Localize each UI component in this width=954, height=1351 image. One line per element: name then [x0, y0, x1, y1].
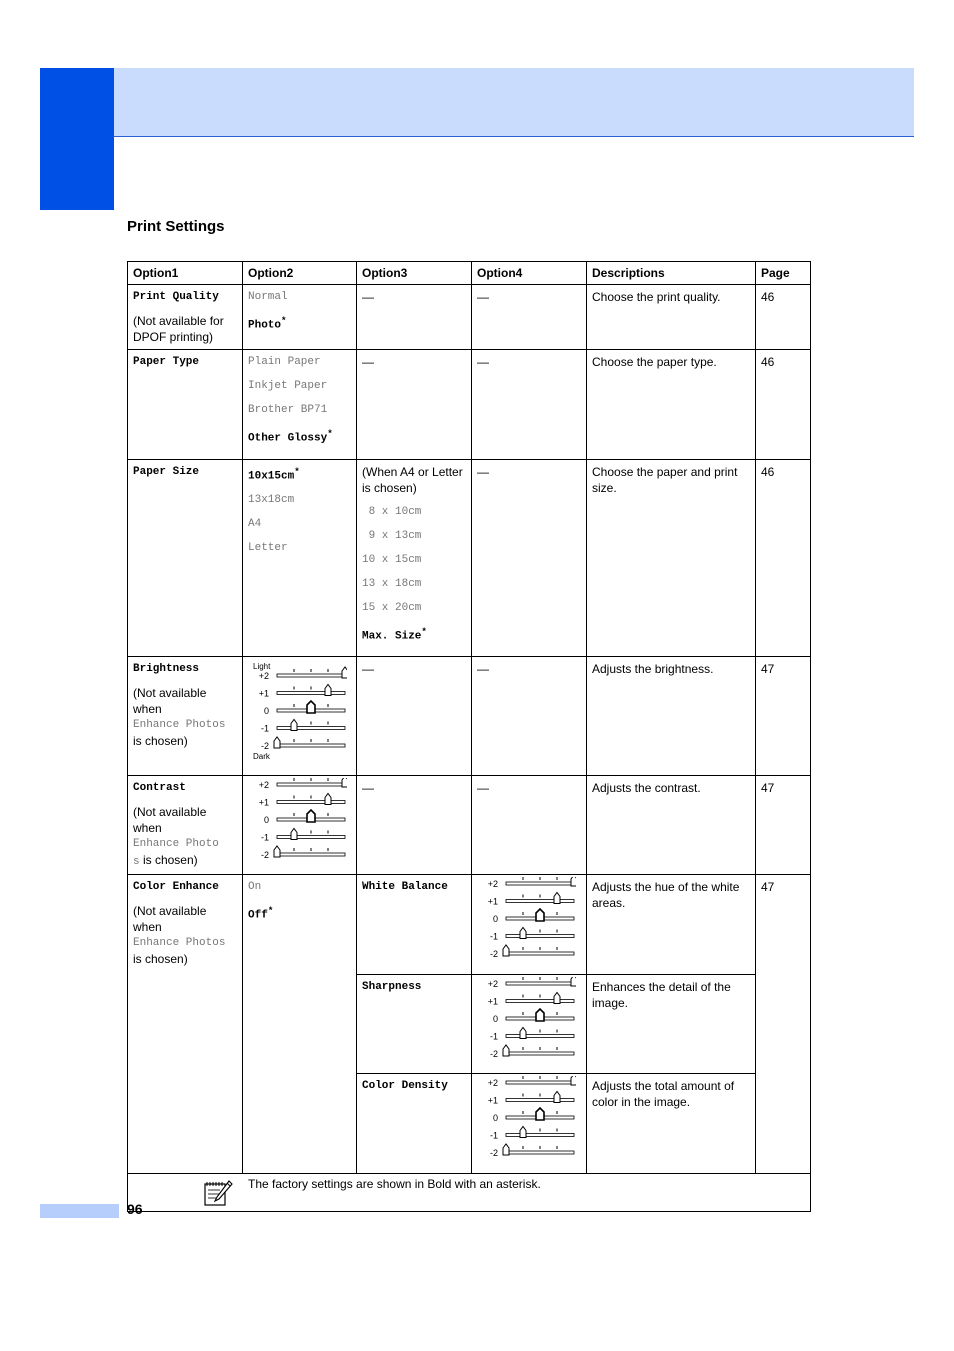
- slider-level-label: -2: [489, 1148, 498, 1159]
- note-row: [128, 1174, 811, 1212]
- option1-label: Brightness: [133, 663, 200, 676]
- slider-level-label: -1: [489, 1031, 498, 1042]
- slider-knob: [325, 685, 331, 696]
- header-option2: Option2: [243, 262, 357, 285]
- slider-level-label: -1: [489, 1130, 498, 1141]
- slider-knob: [307, 810, 315, 822]
- slider-level-label: 0: [492, 914, 498, 925]
- option1-label: Print Quality: [133, 291, 219, 303]
- option3-value: 10 x 15cm: [362, 553, 422, 566]
- slider-level-label: 0: [263, 706, 269, 717]
- slider-level-label: +1: [487, 896, 498, 907]
- slider-level-label: +2: [487, 879, 498, 890]
- header-option4: Option4: [472, 262, 587, 285]
- slider-knob: [342, 667, 347, 678]
- slider-track: [277, 727, 345, 730]
- header-page: Page: [756, 262, 811, 285]
- footer-bar: [40, 1204, 119, 1218]
- slider-label-bottom: Dark: [253, 752, 270, 762]
- slider-track: [506, 952, 574, 955]
- option1-note-mono: Enhance Photos: [133, 937, 226, 950]
- option1-note-suffix: is chosen): [133, 952, 188, 967]
- option1-note-mono: Enhance Photos: [133, 719, 226, 732]
- option2-value: Normal: [248, 291, 288, 303]
- option1-note-suffix: s is chosen): [133, 853, 198, 869]
- description: Adjusts the brightness.: [587, 657, 756, 776]
- slider-track: [506, 1035, 574, 1038]
- chapter-marker: [40, 68, 114, 210]
- option1-note: (Not available when: [133, 805, 207, 836]
- slider-level-label: -1: [260, 832, 269, 843]
- option2-value: Brother BP71: [248, 404, 328, 416]
- option4-value: —: [472, 459, 587, 657]
- option3-value: —: [357, 350, 472, 460]
- option2-value-default: Other Glossy*: [248, 428, 333, 445]
- slider-level-label: -2: [260, 850, 269, 861]
- option3-value-default: Max. Size*: [362, 625, 427, 643]
- slider-knob: [325, 794, 331, 805]
- slider-level-label: +1: [258, 797, 269, 808]
- option1-note: (Not available when: [133, 904, 207, 935]
- slider-track: [277, 836, 345, 839]
- option2-value-default: Off*: [248, 905, 274, 922]
- slider-level-label: +1: [487, 1095, 498, 1106]
- slider-level-label: +1: [258, 688, 269, 699]
- header-band: [114, 68, 914, 137]
- slider-level-label: +2: [258, 780, 269, 791]
- slider-knob: [554, 893, 560, 904]
- option3-value: 8 x 10cm: [362, 505, 422, 518]
- table-row: [128, 459, 811, 657]
- header-option3: Option3: [357, 262, 472, 285]
- slider-track: [506, 982, 574, 985]
- slider-knob: [520, 1028, 526, 1039]
- slider-knob: [554, 1092, 560, 1103]
- option4-value: —: [472, 776, 587, 875]
- slider-track: [277, 853, 345, 856]
- slider-track: [277, 692, 345, 695]
- option3-value: Sharpness: [362, 981, 422, 994]
- slider-track: [506, 1081, 574, 1084]
- slider-level-label: +2: [258, 671, 269, 682]
- option3-value: White Balance: [362, 881, 448, 894]
- print-settings-table: [127, 261, 811, 1212]
- slider-knob: [503, 1144, 509, 1155]
- option2-value: A4: [248, 518, 262, 531]
- option2-value: 13x18cm: [248, 494, 295, 507]
- page-number: 96: [127, 1201, 143, 1217]
- description: Choose the print quality.: [587, 285, 756, 350]
- option3-value: 15 x 20cm: [362, 601, 422, 614]
- option3-value: —: [357, 776, 472, 875]
- contrast-slider-graphic: [247, 778, 347, 868]
- slider-track: [506, 882, 574, 885]
- note-text: The factory settings are shown in Bold with an asterisk.: [248, 1177, 541, 1192]
- option1-note: (Not available for DPOF printing): [133, 314, 224, 344]
- table-row: [128, 285, 811, 350]
- slider-level-label: -1: [489, 931, 498, 942]
- slider-track: [277, 801, 345, 804]
- slider-level-label: +1: [487, 996, 498, 1007]
- page-ref: 47: [756, 776, 811, 875]
- description: Adjusts the contrast.: [587, 776, 756, 875]
- table-row: [128, 776, 811, 875]
- table-row: [128, 350, 811, 460]
- color-density-slider-graphic: [476, 1076, 576, 1168]
- page-ref: 46: [756, 459, 811, 657]
- slider-knob: [554, 993, 560, 1004]
- description: Choose the paper and print size.: [587, 459, 756, 657]
- slider-knob: [520, 1127, 526, 1138]
- page-ref: 47: [756, 875, 811, 1174]
- option1-label: Paper Size: [133, 465, 200, 478]
- slider-track: [506, 1134, 574, 1137]
- slider-track: [277, 674, 345, 677]
- slider-knob: [274, 737, 280, 748]
- option2-value: Letter: [248, 542, 288, 555]
- slider-knob: [571, 977, 576, 986]
- option2-value-default: Photo*: [248, 315, 287, 332]
- option2-value: Plain Paper: [248, 356, 321, 368]
- table-row: [128, 657, 811, 776]
- sharpness-slider-graphic: [476, 977, 576, 1069]
- white-balance-slider-graphic: [476, 877, 576, 969]
- option3-note: (When A4 or Letter is chosen): [362, 464, 463, 495]
- option2-value: On: [248, 881, 262, 894]
- slider-level-label: 0: [263, 815, 269, 826]
- note-pencil-icon: [203, 1179, 233, 1207]
- description: Adjusts the hue of the white areas.: [587, 875, 756, 975]
- slider-knob: [291, 720, 297, 731]
- slider-track: [277, 783, 345, 786]
- option1-label: Contrast: [133, 782, 186, 795]
- slider-knob: [291, 829, 297, 840]
- slider-level-label: -2: [260, 741, 269, 752]
- slider-knob: [571, 877, 576, 886]
- slider-knob: [307, 701, 315, 713]
- description: Adjusts the total amount of color in the image.: [587, 1074, 756, 1174]
- option2-value: Inkjet Paper: [248, 380, 328, 392]
- slider-track: [506, 1000, 574, 1003]
- option3-value: 9 x 13cm: [362, 529, 422, 542]
- slider-knob: [536, 1108, 544, 1120]
- slider-knob: [342, 778, 347, 787]
- slider-track: [506, 900, 574, 903]
- option3-value: 13 x 18cm: [362, 577, 422, 590]
- option1-note-mono: Enhance Photo: [133, 838, 219, 851]
- slider-level-label: -1: [260, 723, 269, 734]
- option4-value: —: [472, 350, 587, 460]
- option4-value: —: [472, 657, 587, 776]
- slider-track: [506, 935, 574, 938]
- option1-label: Color Enhance: [133, 881, 219, 894]
- page-ref: 46: [756, 285, 811, 350]
- page-ref: 46: [756, 350, 811, 460]
- header-descriptions: Descriptions: [587, 262, 756, 285]
- description: Enhances the detail of the image.: [587, 975, 756, 1074]
- slider-level-label: -2: [489, 1049, 498, 1060]
- slider-track: [277, 744, 345, 747]
- slider-track: [506, 1099, 574, 1102]
- option1-label: Paper Type: [133, 356, 200, 368]
- option1-note: (Not available when: [133, 686, 207, 717]
- slider-level-label: -2: [489, 949, 498, 960]
- slider-level-label: 0: [492, 1014, 498, 1025]
- header-option1: Option1: [128, 262, 243, 285]
- slider-track: [506, 1151, 574, 1154]
- slider-track: [506, 1052, 574, 1055]
- slider-knob: [503, 1045, 509, 1056]
- slider-knob: [536, 909, 544, 921]
- slider-level-label: 0: [492, 1113, 498, 1124]
- slider-label-top: Light: [253, 662, 271, 672]
- slider-knob: [520, 928, 526, 939]
- slider-knob: [503, 945, 509, 956]
- slider-knob: [571, 1076, 576, 1085]
- option3-value: —: [357, 285, 472, 350]
- slider-knob: [536, 1009, 544, 1021]
- section-title: Print Settings: [127, 218, 225, 235]
- brightness-slider-graphic: [247, 659, 347, 769]
- slider-knob: [274, 846, 280, 857]
- table-row: [128, 875, 811, 975]
- slider-level-label: +2: [487, 1078, 498, 1089]
- page-ref: 47: [756, 657, 811, 776]
- option4-value: —: [472, 285, 587, 350]
- option1-note-suffix: is chosen): [133, 734, 188, 749]
- option3-value: —: [357, 657, 472, 776]
- slider-level-label: +2: [487, 979, 498, 990]
- table-header-row: [128, 262, 811, 285]
- option2-value-default: 10x15cm*: [248, 465, 300, 483]
- option3-value: Color Density: [362, 1080, 448, 1093]
- description: Choose the paper type.: [587, 350, 756, 460]
